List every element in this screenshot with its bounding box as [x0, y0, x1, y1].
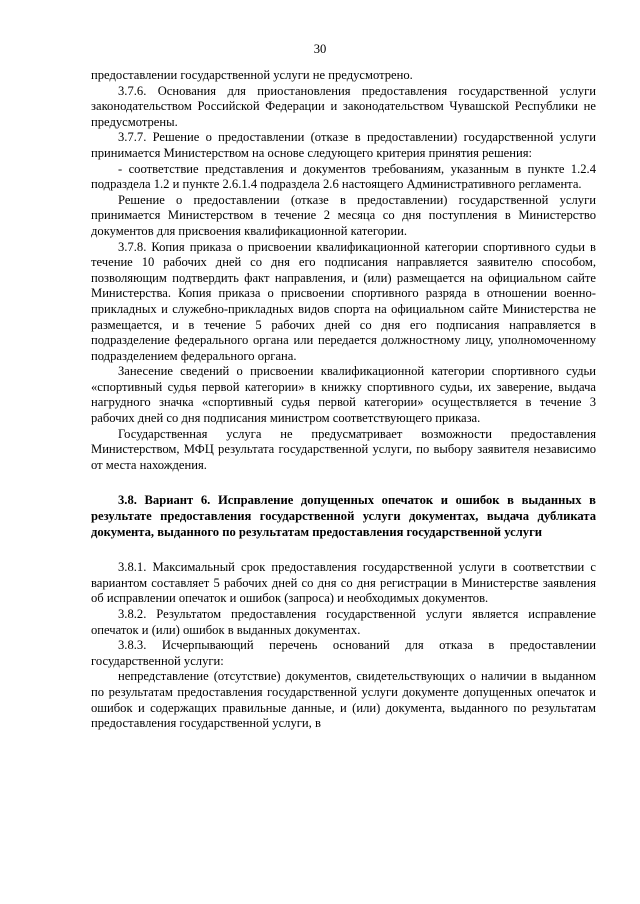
- paragraph-decision: Решение о предоставлении (отказе в предоставлении) государственной услуги принимается Министерством в течение 2 месяца со дня поступления в Министерство документов для присвоения квалификационной категории.: [91, 192, 596, 238]
- page-content: [91, 68, 596, 732]
- paragraph-mfc: Государственная услуга не предусматривает возможности предоставления Министерством, МФЦ результата государственной услуги, по выбору заявителя независимо от места нахождения.: [91, 426, 596, 472]
- paragraph-continuation: предоставлении государственной услуги не предусмотрено.: [91, 68, 413, 82]
- paragraph-3-7-8: 3.7.8. Копия приказа о присвоении квалификационной категории спортивного судьи в течение 10 рабочих дней со дня его подписания направляется заявителю способом, позволяющим подтвердить факт направления, и (или) размещается на официальном сайте Министерства. Копия приказа о присвоении спортивного разряда в отношении военно-прикладных и служебно-прикладных видов спорта на официальном сайте Министерства не размещается, и в течение 5 рабочих дней со дня его подписания направляется в подразделение федерального органа или передается должностному лицу, уполномоченному подразделением федерального органа.: [91, 239, 596, 363]
- paragraph-3-8-2: 3.8.2. Результатом предоставления государственной услуги является исправление опечаток и (или) ошибок в выданных документах.: [91, 607, 596, 637]
- paragraph-3-7-7: 3.7.7. Решение о предоставлении (отказе в предоставлении) государственной услуги принимается Министерством на основе следующего критерия принятия решения:: [91, 130, 596, 160]
- paragraph-3-7-6: 3.7.6. Основания для приостановления предоставления государственной услуги законодательством Российской Федерации и законодательством Чувашской Республики не предусмотрены.: [91, 83, 596, 129]
- paragraph-criterion: - соответствие представления и документов требованиям, указанным в пункте 1.2.4 подраздела 1.2 и пункте 2.6.1.4 подраздела 2.6 настоящего Административного регламента.: [91, 161, 596, 192]
- page-number: 30: [313, 42, 327, 56]
- paragraph-refusal-grounds: непредставление (отсутствие) документов, свидетельствующих о наличии в выданном по результатам предоставления государственной услуги документе допущенных опечаток и ошибок и содержащих правильные данные, и (или) документа, выданного по результатам предоставления государственной услуги, в: [91, 669, 596, 731]
- paragraph-3-8-3: 3.8.3. Исчерпывающий перечень оснований для отказа в предоставлении государственной услуги:: [91, 638, 596, 668]
- paragraph-3-8-1: 3.8.1. Максимальный срок предоставления государственной услуги в соответствии с вариантом составляет 5 рабочих дней со дня со дня регистрации в Министерстве заявления об исправлении опечаток и ошибок (запроса) и необходимых документов.: [91, 560, 596, 606]
- section-heading-3-8: 3.8. Вариант 6. Исправление допущенных опечаток и ошибок в выданных в результате предоставления государственной услуги документах, выдача дубликата документа, выданного по результатам предоставления государственной услуги: [91, 493, 596, 539]
- paragraph-entry: Занесение сведений о присвоении квалификационной категории спортивного судьи «спортивный судья первой категории» в книжку спортивного судьи, их заверение, выдача нагрудного значка «спортивный судья первой категории» осуществляется в течение 3 рабочих дней со дня подписания министром соответствующего приказа.: [91, 364, 596, 426]
